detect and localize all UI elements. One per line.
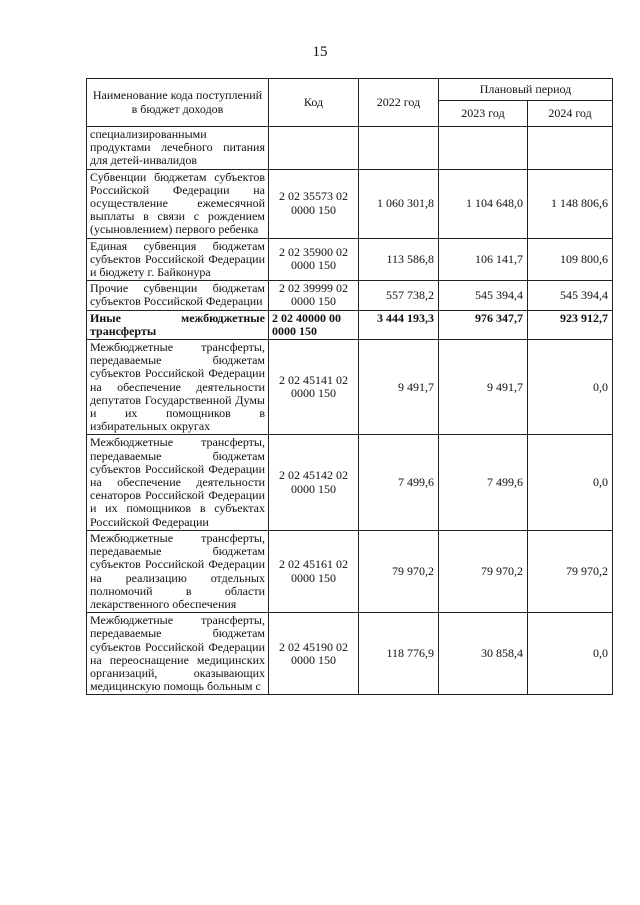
row-value-2024 [528,127,613,170]
row-code [269,127,359,170]
table-row [87,613,613,695]
table-row [87,169,613,238]
row-value-2023: 30 858,4 [439,613,528,695]
row-value-2023 [439,127,528,170]
row-value-2024: 1 148 806,6 [528,169,613,238]
header-2023: 2023 год [439,101,528,127]
table-row [87,238,613,281]
row-value-2023: 106 141,7 [439,238,528,281]
row-value-2024: 0,0 [528,340,613,435]
table-row [87,530,613,612]
row-name: Межбюджетные трансферты, передаваемые бюджетам субъектов Российской Федерации на обеспечение деятельности депутатов Государственной Думы и их помощников в избирательных округах [87,340,269,435]
row-code: 2 02 45190 02 0000 150 [269,613,359,695]
table-row [87,310,613,339]
row-value-2024: 923 912,7 [528,310,613,339]
row-value-2024: 545 394,4 [528,281,613,310]
row-value-2023: 976 347,7 [439,310,528,339]
row-value-2022: 79 970,2 [359,530,439,612]
row-value-2023: 1 104 648,0 [439,169,528,238]
row-code: 2 02 45141 02 0000 150 [269,340,359,435]
row-value-2023: 79 970,2 [439,530,528,612]
row-name: Субвенции бюджетам субъектов Российской Федерации на осуществление ежемесячной выплаты в связи с рождением (усыновлением) первого ребенка [87,169,269,238]
row-name: Межбюджетные трансферты, передаваемые бюджетам субъектов Российской Федерации на реализацию отдельных полномочий в области лекарственного обеспечения [87,530,269,612]
row-value-2022: 9 491,7 [359,340,439,435]
row-name: Единая субвенция бюджетам субъектов Российской Федерации и бюджету г. Байконура [87,238,269,281]
row-value-2022: 3 444 193,3 [359,310,439,339]
row-code: 2 02 45142 02 0000 150 [269,435,359,530]
row-value-2024: 109 800,6 [528,238,613,281]
revenue-table [86,78,613,695]
row-name: Прочие субвенции бюджетам субъектов Российской Федерации [87,281,269,310]
row-value-2022: 7 499,6 [359,435,439,530]
row-code: 2 02 45161 02 0000 150 [269,530,359,612]
row-code: 2 02 39999 02 0000 150 [269,281,359,310]
row-name: Межбюджетные трансферты, передаваемые бюджетам субъектов Российской Федерации на обеспечение деятельности сенаторов Российской Федерации и их помощников в субъектах Российской Федерации [87,435,269,530]
header-name: Наименование кода поступлений в бюджет доходов [87,79,269,127]
row-value-2022: 557 738,2 [359,281,439,310]
row-value-2023: 545 394,4 [439,281,528,310]
row-code: 2 02 35573 02 0000 150 [269,169,359,238]
row-value-2023: 7 499,6 [439,435,528,530]
row-value-2023: 9 491,7 [439,340,528,435]
row-value-2024: 0,0 [528,613,613,695]
row-value-2022: 118 776,9 [359,613,439,695]
header-planned-period: Плановый период [439,79,613,101]
header-2022: 2022 год [359,79,439,127]
row-value-2022: 113 586,8 [359,238,439,281]
row-code: 2 02 35900 02 0000 150 [269,238,359,281]
row-value-2024: 0,0 [528,435,613,530]
row-value-2022 [359,127,439,170]
row-name: Межбюджетные трансферты, передаваемые бюджетам субъектов Российской Федерации на переоснащение медицинских организаций, оказывающих медицинскую помощь больным с [87,613,269,695]
table-row [87,127,613,170]
row-name: Иные межбюджетные трансферты [87,310,269,339]
row-value-2024: 79 970,2 [528,530,613,612]
header-2024: 2024 год [528,101,613,127]
table-row [87,281,613,310]
row-name: специализированными продуктами лечебного питания для детей-инвалидов [87,127,269,170]
table-row [87,435,613,530]
row-code: 2 02 40000 00 0000 150 [269,310,359,339]
header-code: Код [269,79,359,127]
page-number: 15 [312,44,328,60]
row-value-2022: 1 060 301,8 [359,169,439,238]
table-row [87,340,613,435]
